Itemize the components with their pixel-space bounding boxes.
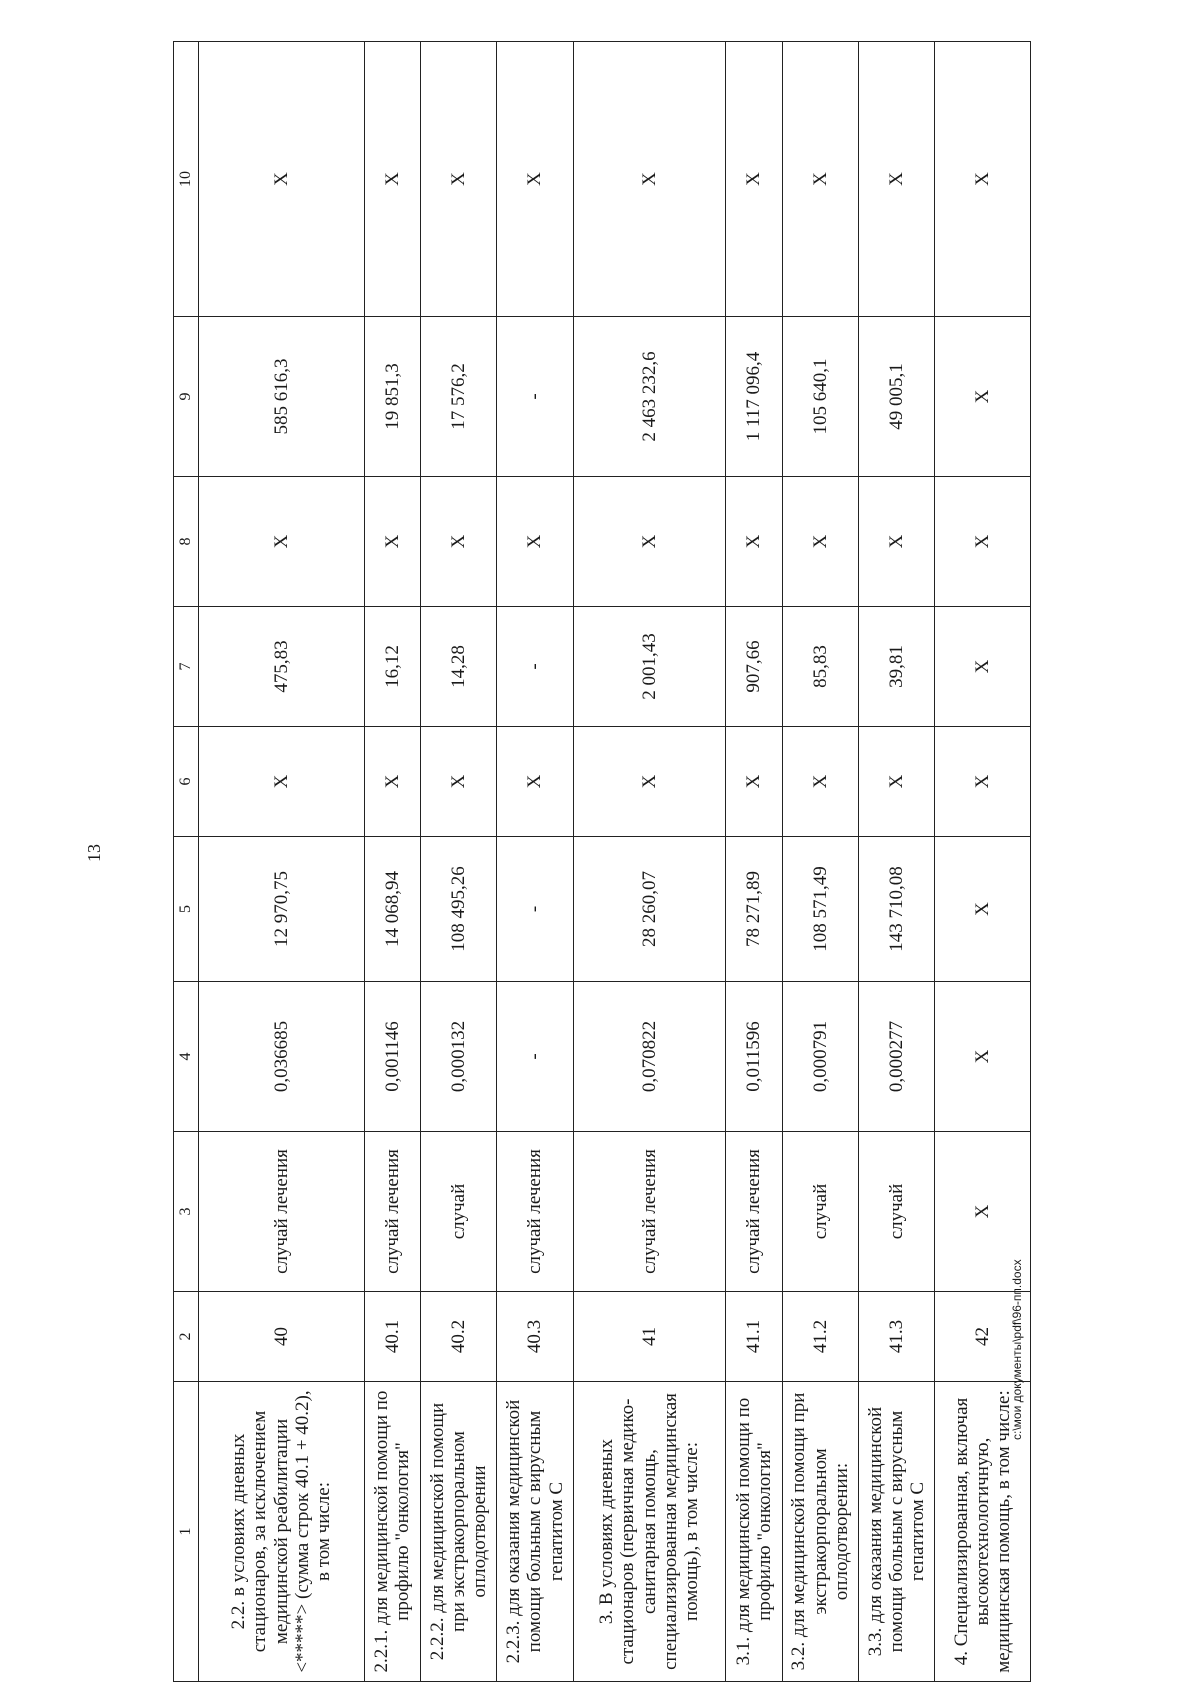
row-value-cell: 19 851,3 xyxy=(364,317,421,477)
rotated-table-frame xyxy=(173,42,1031,1682)
row-unit-cell: случай xyxy=(782,1132,858,1292)
row-value-cell: 0,000132 xyxy=(421,982,497,1132)
row-value-cell: X xyxy=(573,477,725,607)
row-value-cell: 14,28 xyxy=(421,607,497,727)
row-value-cell: 14 068,94 xyxy=(364,837,421,982)
row-code-cell: 41.1 xyxy=(726,1292,783,1382)
header-cell: 1 xyxy=(174,1382,199,1682)
row-value-cell: X xyxy=(573,727,725,837)
row-value-cell: 2 463 232,6 xyxy=(573,317,725,477)
row-value-cell: X xyxy=(421,727,497,837)
row-value-cell: X xyxy=(364,727,421,837)
row-value-cell: X xyxy=(421,477,497,607)
header-cell: 6 xyxy=(174,727,199,837)
row-value-cell: 105 640,1 xyxy=(782,317,858,477)
row-value-cell: 0,000277 xyxy=(858,982,934,1132)
row-label-cell: 2.2. в условиях дневных стационаров, за исключением медицинской реабилитации <*****> (сумма строк 40.1 + 40.2), в том числе: xyxy=(199,1382,365,1682)
row-value-cell: X xyxy=(782,727,858,837)
row-value-cell: 0,011596 xyxy=(726,982,783,1132)
row-code-cell: 40.2 xyxy=(421,1292,497,1382)
row-value-cell: 85,83 xyxy=(782,607,858,727)
row-value-cell: - xyxy=(497,982,573,1132)
row-value-cell: X xyxy=(935,607,1031,727)
row-label-cell: 3. В условиях дневных стационаров (первичная медико-санитарная помощь, специализированная медицинская помощь), в том числе: xyxy=(573,1382,725,1682)
header-cell: 4 xyxy=(174,982,199,1132)
row-value-cell: 108 495,26 xyxy=(421,837,497,982)
row-value-cell: - xyxy=(497,837,573,982)
row-value-cell: 2 001,43 xyxy=(573,607,725,727)
row-value-cell: 39,81 xyxy=(858,607,934,727)
header-cell: 8 xyxy=(174,477,199,607)
row-value-cell: X xyxy=(199,477,365,607)
row-value-cell: 12 970,75 xyxy=(199,837,365,982)
row-code-cell: 40.3 xyxy=(497,1292,573,1382)
table-row xyxy=(573,42,725,1682)
header-cell: 7 xyxy=(174,607,199,727)
row-value-cell: X xyxy=(858,727,934,837)
table-row xyxy=(199,42,365,1682)
table-row xyxy=(782,42,858,1682)
row-value-cell: X xyxy=(573,42,725,317)
row-value-cell: X xyxy=(364,42,421,317)
row-value-cell: 108 571,49 xyxy=(782,837,858,982)
row-unit-cell: случай лечения xyxy=(497,1132,573,1292)
row-value-cell: 28 260,07 xyxy=(573,837,725,982)
row-value-cell: X xyxy=(935,837,1031,982)
row-code-cell: 41.2 xyxy=(782,1292,858,1382)
row-value-cell: X xyxy=(858,42,934,317)
table-row xyxy=(726,42,783,1682)
row-value-cell: X xyxy=(935,317,1031,477)
table-row xyxy=(421,42,497,1682)
row-value-cell: - xyxy=(497,607,573,727)
data-table xyxy=(173,41,1031,1682)
row-value-cell: X xyxy=(935,42,1031,317)
row-label-cell: 3.1. для медицинской помощи по профилю "онкология" xyxy=(726,1382,783,1682)
row-value-cell: X xyxy=(726,42,783,317)
row-value-cell: X xyxy=(726,477,783,607)
row-value-cell: 1 117 096,4 xyxy=(726,317,783,477)
table-row xyxy=(858,42,934,1682)
row-value-cell: X xyxy=(497,477,573,607)
row-value-cell: X xyxy=(782,477,858,607)
row-value-cell: X xyxy=(935,982,1031,1132)
row-code-cell: 40.1 xyxy=(364,1292,421,1382)
header-cell: 5 xyxy=(174,837,199,982)
row-label-cell: 2.2.3. для оказания медицинской помощи больным с вирусным гепатитом С xyxy=(497,1382,573,1682)
row-code-cell: 40 xyxy=(199,1292,365,1382)
row-value-cell: 143 710,08 xyxy=(858,837,934,982)
row-value-cell: X xyxy=(497,727,573,837)
row-value-cell: 475,83 xyxy=(199,607,365,727)
row-value-cell: 0,070822 xyxy=(573,982,725,1132)
footer-file-path: c:\мои документы\pdf\96-пп.docx xyxy=(1010,1259,1024,1440)
row-label-cell: 3.2. для медицинской помощи при экстракорпоральном оплодотворении: xyxy=(782,1382,858,1682)
header-row xyxy=(174,42,199,1682)
row-value-cell: - xyxy=(497,317,573,477)
row-value-cell: 49 005,1 xyxy=(858,317,934,477)
row-value-cell: 78 271,89 xyxy=(726,837,783,982)
row-value-cell: X xyxy=(199,42,365,317)
row-value-cell: 16,12 xyxy=(364,607,421,727)
row-unit-cell: X xyxy=(935,1132,1031,1292)
row-code-cell: 42 xyxy=(935,1292,1031,1382)
row-value-cell: X xyxy=(199,727,365,837)
row-unit-cell: случай лечения xyxy=(726,1132,783,1292)
row-code-cell: 41 xyxy=(573,1292,725,1382)
header-cell: 2 xyxy=(174,1292,199,1382)
row-unit-cell: случай лечения xyxy=(364,1132,421,1292)
row-unit-cell: случай лечения xyxy=(573,1132,725,1292)
table-row xyxy=(497,42,573,1682)
row-value-cell: 17 576,2 xyxy=(421,317,497,477)
row-value-cell: 0,001146 xyxy=(364,982,421,1132)
row-value-cell: X xyxy=(497,42,573,317)
row-value-cell: 907,66 xyxy=(726,607,783,727)
row-value-cell: X xyxy=(421,42,497,317)
row-value-cell: X xyxy=(935,727,1031,837)
row-value-cell: X xyxy=(364,477,421,607)
header-cell: 3 xyxy=(174,1132,199,1292)
row-code-cell: 41.3 xyxy=(858,1292,934,1382)
row-value-cell: X xyxy=(726,727,783,837)
header-cell: 10 xyxy=(174,42,199,317)
row-value-cell: X xyxy=(858,477,934,607)
row-unit-cell: случай лечения xyxy=(199,1132,365,1292)
row-unit-cell: случай xyxy=(421,1132,497,1292)
row-value-cell: 0,000791 xyxy=(782,982,858,1132)
row-label-cell: 3.3. для оказания медицинской помощи больным с вирусным гепатитом С xyxy=(858,1382,934,1682)
row-label-cell: 2.2.2. для медицинской помощи при экстракорпоральном оплодотворении xyxy=(421,1382,497,1682)
row-value-cell: 0,036685 xyxy=(199,982,365,1132)
row-value-cell: X xyxy=(935,477,1031,607)
header-cell: 9 xyxy=(174,317,199,477)
row-unit-cell: случай xyxy=(858,1132,934,1292)
row-value-cell: 585 616,3 xyxy=(199,317,365,477)
table-row xyxy=(364,42,421,1682)
row-label-cell: 2.2.1. для медицинской помощи по профилю "онкология" xyxy=(364,1382,421,1682)
page-number: 13 xyxy=(84,844,104,862)
row-label-cell: 4. Специализированная, включая высокотехнологичную, медицинская помощь, в том числе: xyxy=(935,1382,1031,1682)
row-value-cell: X xyxy=(782,42,858,317)
